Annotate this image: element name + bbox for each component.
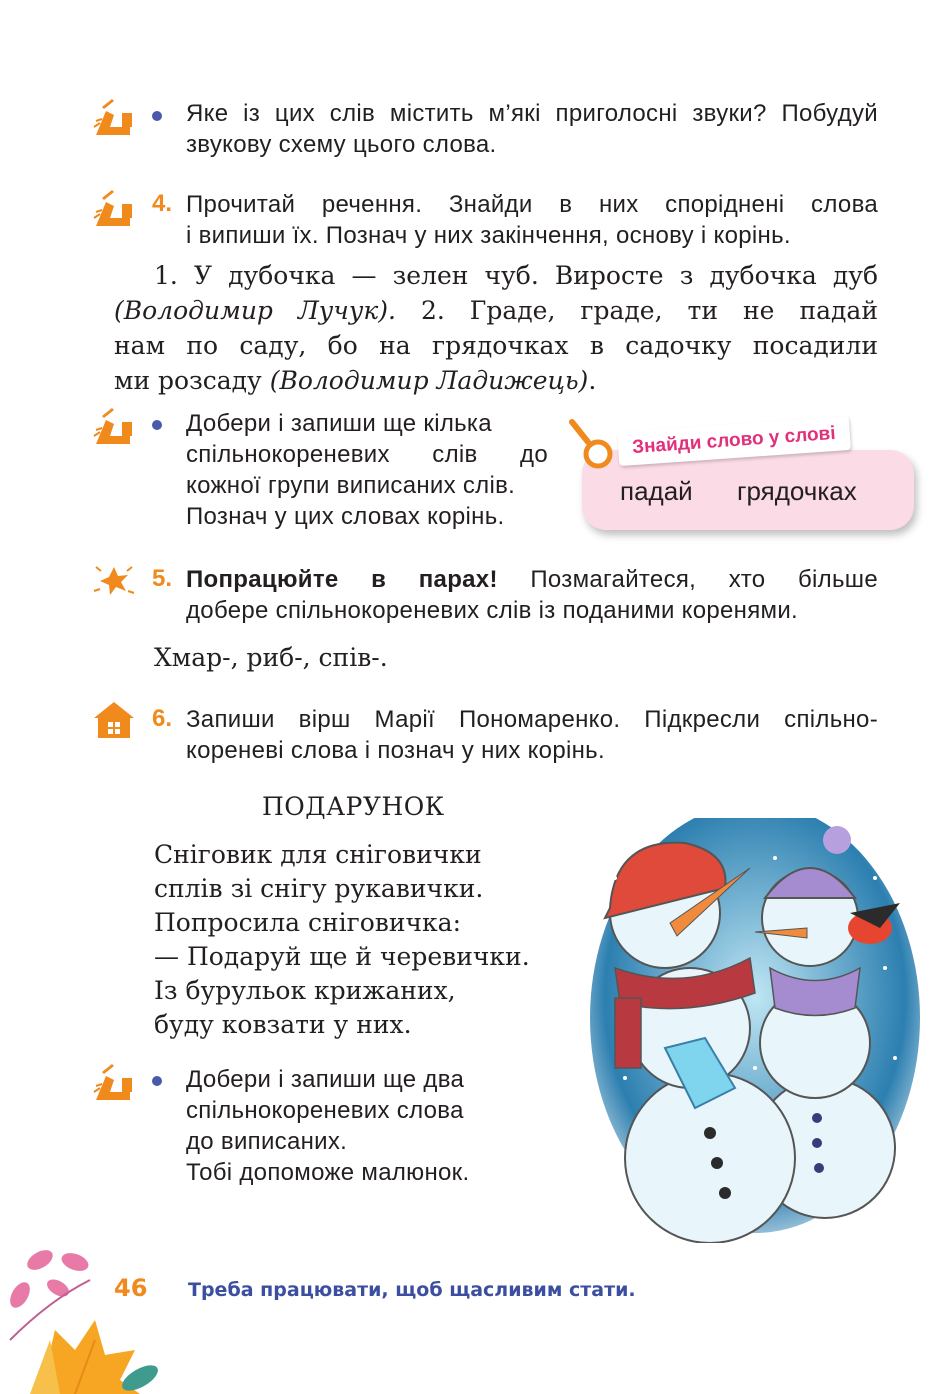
bullet3-line1: Добери і запиши ще два [186,1066,465,1093]
task5-number: 5. [152,565,173,592]
task4-line2: і випиши їх. Познач у них закінчення, основу і корінь. [186,222,791,249]
bullet3-line3: до виписаних. [186,1128,348,1155]
task6-line2: кореневі слова і познач у них корінь. [186,737,605,764]
author-ladyzhets: (Володимир Ладижець) [269,366,589,395]
snowmen-illustration [585,818,920,1243]
bullet2-line3: кожної групи виписаних слів. [186,472,516,499]
bullet2-line4: Познач у цих словах корінь. [186,503,505,530]
bullet-dot [152,111,162,121]
task4-text-line4-start: ми розсаду [114,366,270,395]
bullet2-line2: спільнокореневих слів до [186,441,548,468]
autumn-leaves-decoration [0,1240,170,1394]
bullet3-line4: Тобі допоможе малюнок. [186,1159,470,1186]
find-word-word2: грядочках [737,476,857,506]
task5-bold: Попрацюйте в парах! [186,566,498,593]
task5-instruction [186,564,878,626]
task6-line1: Запиши вірш Марії Пономаренко. Підкресли спільно- [186,706,878,733]
bullet2-line1: Добери і запиши ще кілька [186,410,492,437]
task6-number: 6. [152,705,173,732]
task5-line2: добере спільнокореневих слів із поданими коренями. [186,597,799,624]
task4-text-line2 [114,293,878,328]
poem-line: Сніговик для сніговички [154,840,482,869]
magnifier-icon [566,416,616,470]
poem-line: сплів зі снігу рукавички. [154,874,484,903]
poem-line: Із бурульок крижаних, [154,976,456,1005]
writing-hand-icon [92,97,136,137]
bullet1-text [186,98,878,160]
star-burst-icon [92,561,136,601]
task4-instruction [186,189,878,251]
bullet1-line1: Яке із цих слів містить м’які приголосні звуки? Побудуй [186,100,878,127]
poem-body [154,838,530,1042]
task6-instruction [186,704,878,766]
page-number: 46 [114,1274,148,1302]
poem-title: ПОДАРУНОК [262,792,445,821]
task4-text [114,258,878,398]
poem-line: Попросила сніговичка: [154,908,461,937]
writing-hand-icon [92,188,136,228]
find-word-tag: Знайди слово у слові [617,416,851,466]
bullet2-text [186,408,548,532]
task4-text-line3: нам по саду, бо на грядочках в садочку посадили [114,331,878,360]
bullet3-text [186,1064,546,1188]
task4-number: 4. [152,190,173,217]
task4-text-line4-end: . [588,366,597,395]
task4-line1: Прочитай речення. Знайди в них споріднені слова [186,191,878,218]
poem-line: — Подаруй ще й черевички. [154,942,530,971]
find-word-word1: падай [620,476,693,506]
writing-hand-icon [92,406,136,446]
poem-line: буду ковзати у них. [154,1010,412,1039]
bullet-dot [152,420,162,430]
task4-text-line2-rest: 2. Граде, граде, ти не падай [395,296,878,325]
house-icon [92,700,136,740]
task4-text-line4 [114,363,878,398]
bullet3-line2: спільнокореневих слова [186,1097,464,1124]
writing-hand-icon [92,1062,136,1102]
author-lychuk: (Володимир Лучук). [114,296,396,325]
task5-line1 [186,564,878,595]
footer-proverb: Треба працювати, щоб щасливим стати. [188,1279,636,1301]
task4-text-line1: 1. У дубочка — зелен чуб. Виросте з дубочка дуб [154,261,878,290]
task5-line1-rest: Позмагайтеся, хто більше [497,566,878,593]
bullet1-line2: звукову схему цього слова. [186,131,497,158]
bullet-dot [152,1076,162,1086]
task5-roots: Хмар-, риб-, спів-. [154,643,388,672]
